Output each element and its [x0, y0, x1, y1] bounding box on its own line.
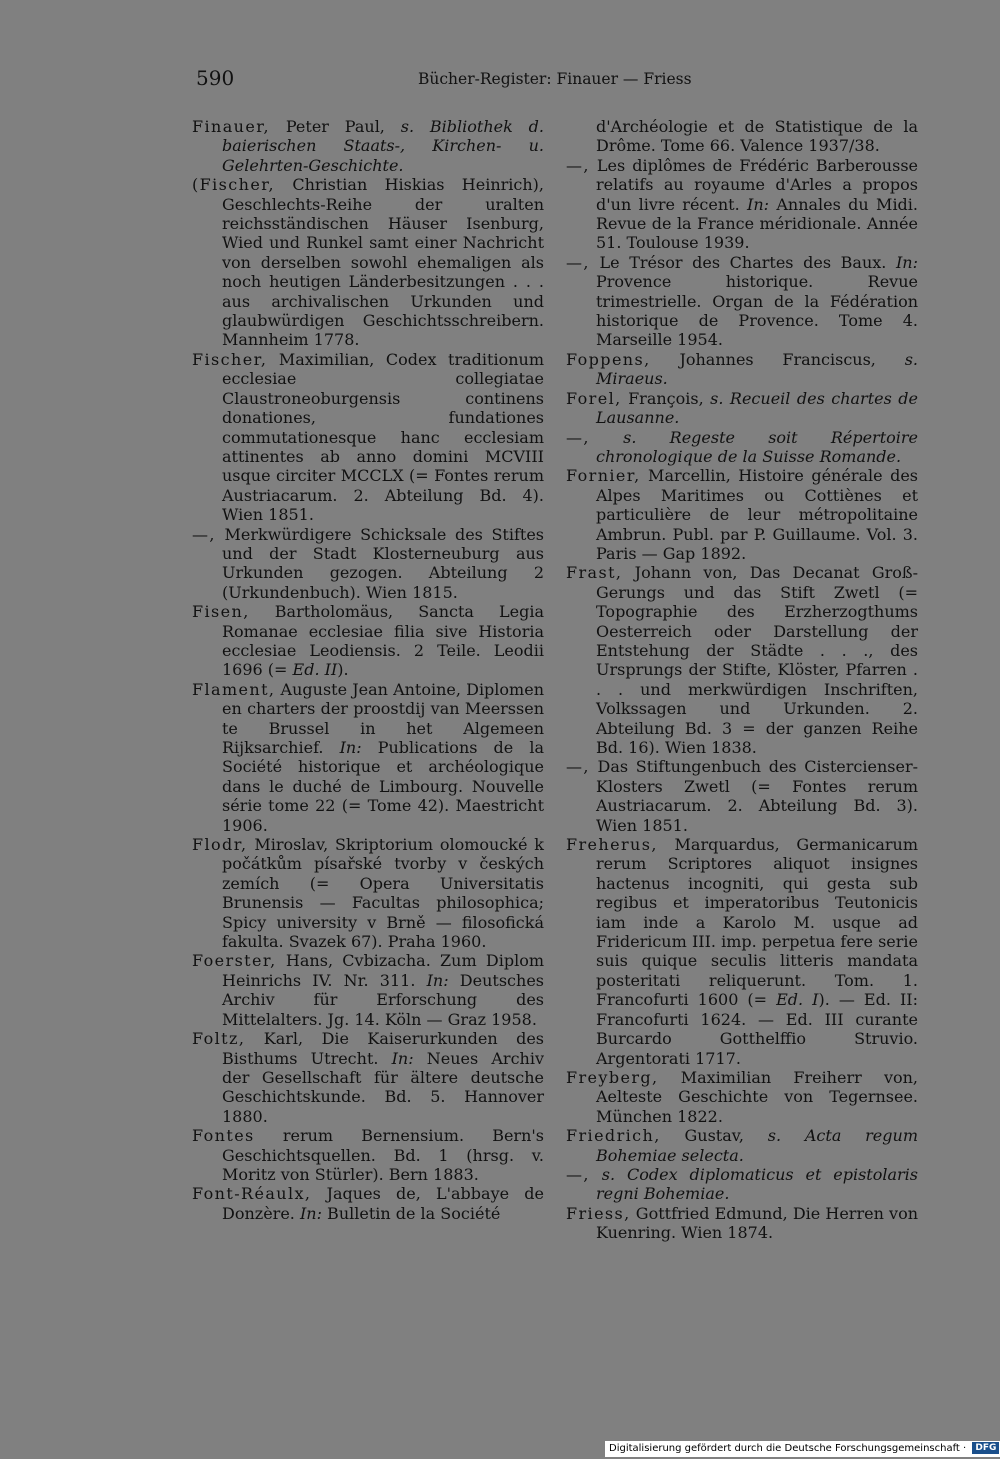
entry-text: Gottfried Edmund, Die Herren von Kuenring. Wien 1874. — [596, 1203, 918, 1243]
entry-name: Flament, — [192, 679, 276, 699]
entry-tail: Publications de la Société historique et archéologique dans le duché de Limbourg. Nouvelle série tome 22 (= Tome 42). Maestricht 1906. — [222, 738, 545, 835]
entry-italic: Ed. I — [776, 990, 819, 1010]
entry-text: Miroslav, Skriptorium olomoucké k počátkům písařské tvorby v českých zemích (= Opera Universitatis Brunensis — Facultas philosophica; Spicy university v Brně — filosofická fakulta. Svazek 67). Praha 1960. — [222, 835, 544, 952]
entry-italic: In: — [895, 252, 918, 272]
entry-italic: s. Bibliothek d. baierischen Staats-, Kirchen- u. Gelehrten-Geschichte. — [222, 117, 544, 175]
entry-text: d'Archéologie et de Statistique de la Drôme. Tome 66. Valence 1937/38. — [596, 117, 918, 156]
page-header — [196, 66, 920, 96]
register-entry — [566, 757, 918, 835]
entry-text: Merkwürdigere Schicksale des Stiftes und der Stadt Klosterneuburg aus Urkunden gezogen. Abteilung 2 (Urkundenbuch). Wien 1815. — [215, 524, 544, 602]
entry-text — [590, 1165, 602, 1184]
entry-italic: Ed. II — [292, 660, 338, 680]
entry-name: Freyberg, — [566, 1067, 659, 1087]
dfg-logo: DFG — [972, 1442, 999, 1454]
register-entry — [192, 525, 544, 603]
register-entry — [566, 466, 918, 563]
entry-name: —, — [566, 427, 590, 447]
left-column — [192, 117, 544, 1223]
register-entry — [566, 835, 918, 1068]
entry-tail: Provence historique. Revue trimestrielle. Organ de la Fédération historique de Provence. Tome 4. Marseille 1954. — [596, 272, 918, 350]
register-entry — [566, 117, 918, 156]
entry-name: Flodr, — [192, 835, 248, 855]
register-entry — [192, 602, 544, 680]
entry-text: Bartholomäus, Sancta Legia Romanae ecclesiae filia sive Historia ecclesiae Leodiensis. 2 Teile. Leodii 1696 (= — [222, 602, 544, 680]
entry-text: Peter Paul, — [270, 117, 401, 136]
register-entry — [192, 835, 544, 951]
entry-tail: Bulletin de la Société — [321, 1203, 501, 1223]
entry-name: Fischer, — [192, 349, 268, 369]
entry-name: —, — [566, 155, 590, 175]
entry-text: Les diplômes de Frédéric Barberousse relatifs au royaume d'Arles a propos d'un livre récent. — [589, 155, 918, 214]
register-entry — [192, 1029, 544, 1126]
entry-name: Fontes — [192, 1126, 255, 1146]
entry-name: —, — [566, 757, 590, 777]
register-entry — [192, 951, 544, 1029]
entry-text: Johann von, Das Decanat Groß-Gerungs und das Stift Zwetl (= Topographie des Erzherzogthums Oesterreich oder Darstellung der Entstehung der Städte . . ., des Ursprungs der Stifte, Klöster, Pfarren . . . und merkwürdigen Inschriften, Volkssagen und Urkunden. 2. Abteilung Bd. 3 = der ganzen Reihe Bd. 16). Wien 1838. — [596, 563, 918, 757]
entry-text: Das Stiftungenbuch des Cistercienser-Klosters Zwetl (= Fontes rerum Austriacarum. 2. Abteilung Bd. 3). Wien 1851. — [589, 757, 918, 835]
entry-name: —, — [192, 524, 216, 544]
register-entry — [192, 680, 544, 835]
register-entry — [566, 253, 918, 350]
register-entry — [566, 1068, 918, 1126]
entry-name: Foerster, — [192, 951, 277, 971]
footer-text: Digitalisierung gefördert durch die Deutsche Forschungsgemeinschaft · — [609, 1443, 967, 1454]
entry-name: Font-Réaulx, — [192, 1184, 312, 1204]
entry-name: Freherus, — [566, 835, 658, 855]
entry-name: Forel, — [566, 388, 622, 408]
entry-name: Fisen, — [192, 602, 250, 622]
entry-name: Foltz, — [192, 1029, 246, 1049]
entry-text: Maximilian Freiherr von, Aelteste Geschichte von Tegernsee. München 1822. — [596, 1067, 918, 1126]
footer-credit — [605, 1441, 1000, 1457]
entry-text: Hans, Cvbizacha. Zum Diplom Heinrichs IV. Nr. 311. — [222, 951, 544, 990]
entry-italic: In: — [299, 1203, 322, 1223]
entry-text: Marcellin, Histoire générale des Alpes Maritimes ou Cottiènes et particulière de leur métropolitaine Ambrun. Publ. par P. Guillaume. Vol. 3. Paris — Gap 1892. — [596, 466, 918, 563]
entry-italic: s. Miraeus. — [596, 349, 918, 389]
entry-tail: ). — [337, 660, 349, 680]
register-entry — [566, 389, 918, 428]
entry-name: Friedrich, — [566, 1126, 661, 1146]
entry-name: Foppens, — [566, 349, 651, 369]
entry-italic: In: — [391, 1048, 414, 1068]
register-entry — [192, 175, 544, 350]
entry-name: Frast, — [566, 563, 623, 583]
entry-text: François, — [621, 388, 711, 408]
entry-name: Finauer, — [192, 117, 271, 136]
entry-italic: s. Regeste soit Répertoire chronologique de la Suisse Romande. — [596, 427, 918, 466]
entry-italic: In: — [426, 970, 449, 990]
entry-italic: s. Codex diplomaticus et epistolaris regni Bohemiae. — [596, 1164, 919, 1204]
entry-text: Gustav, — [660, 1126, 768, 1146]
entry-tail: ). — Ed. II: Francofurti 1624. — Ed. III curante Burcardo Gotthelffio Struvio. Argentorati 1717. — [596, 990, 919, 1068]
register-entry — [566, 428, 918, 467]
entry-text: Le Trésor des Chartes des Baux. — [589, 252, 896, 272]
register-entry — [566, 1126, 918, 1165]
entry-text: Jaques de, L'abbaye de Donzère. — [222, 1184, 544, 1223]
page-number: 590 — [196, 66, 235, 90]
entry-text — [590, 428, 623, 447]
register-entry — [566, 1165, 918, 1204]
entry-name: Fornier, — [566, 466, 641, 486]
entry-name: —, — [566, 252, 590, 272]
entry-tail: Annales du Midi. Revue de la France méridionale. Année 51. Toulouse 1939. — [596, 194, 919, 253]
entry-text: Karl, Die Kaiserurkunden des Bisthums Utrecht. — [222, 1029, 544, 1068]
entry-italic: s. Recueil des chartes de Lausanne. — [596, 388, 918, 428]
running-title: Bücher-Register: Finauer — Friess — [418, 70, 692, 88]
entry-text: rerum Bernensium. Bern's Geschichtsquellen. Bd. 1 (hrsg. v. Moritz von Stürler). Bern 1883. — [222, 1126, 544, 1184]
entry-tail: Deutsches Archiv für Erforschung des Mittelalters. Jg. 14. Köln — Graz 1958. — [222, 970, 544, 1029]
entry-tail: Neues Archiv der Gesellschaft für ältere deutsche Geschichtskunde. Bd. 5. Hannover 1880. — [222, 1048, 544, 1126]
register-entry — [566, 1204, 918, 1243]
register-entry — [192, 350, 544, 525]
register-entry — [566, 563, 918, 757]
register-entry — [192, 117, 544, 175]
entry-italic: s. Acta regum Bohemiae selecta. — [596, 1126, 918, 1165]
entry-name: (Fischer, — [192, 175, 275, 195]
entry-name: —, — [566, 1164, 590, 1184]
entry-name: Friess, — [566, 1203, 631, 1223]
register-entry — [566, 156, 918, 253]
entry-italic: In: — [339, 738, 362, 757]
entry-text: Johannes Franciscus, — [650, 349, 905, 369]
entry-text: Maximilian, Codex traditionum ecclesiae collegiatae Claustroneoburgensis continens donationes, fundationes commutationesque hanc ecclesiam attinentes ab anno domini MCVIII usque circiter MCCLX (= Fontes rerum Austriacarum. 2. Abteilung Bd. 4). Wien 1851. — [222, 349, 544, 525]
entry-italic: In: — [747, 194, 770, 214]
right-column — [566, 117, 918, 1243]
entry-text: Christian Hiskias Heinrich), Geschlechts-Reihe der uralten reichsständischen Häuser Isenburg, Wied und Runkel samt einer Nachricht von derselben sowohl ehemaligen als noch heutigen Länderbesitzungen . . . aus archivalischen Urkunden und glaubwürdigen Geschichtsschreibern. Mannheim 1778. — [222, 175, 544, 350]
entry-text: Auguste Jean Antoine, Diplomen en charters der proostdij van Meerssen te Brussel in het Algemeen Rijksarchief. — [222, 679, 544, 757]
register-entry — [192, 1126, 544, 1184]
entry-text: Marquardus, Germanicarum rerum Scriptores aliquot insignes hactenus incogniti, qui gesta sub regibus et imperatoribus Teutonicis iam inde a Karolo M. usque ad Fridericum III. imp. perpetua fere serie suis quique seculis litteris mandata posteritati reliquerunt. Tom. 1. Francofurti 1600 (= — [596, 835, 918, 1010]
register-entry — [192, 1184, 544, 1223]
register-entry — [566, 350, 918, 389]
